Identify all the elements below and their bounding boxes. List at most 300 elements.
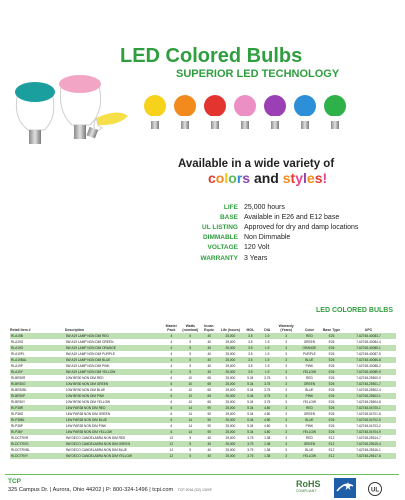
tagline-word-colors: colors [208,170,251,186]
table-cell: RLBR30P [10,393,65,399]
table-cell: 5 [181,345,200,351]
table-cell: 10 [181,381,200,387]
table-cell: 25,000 [219,411,242,417]
table-cell: 7-62748-25504-8 [341,399,396,405]
column-header: Warranty (Years) [278,324,294,332]
table-cell: 25,000 [219,405,242,411]
spec-value: Non Dimmable [244,234,291,242]
table-cell: 25,000 [219,441,242,447]
purple-a19-bulb [264,95,286,129]
table-cell: 7-62748-04701-8 [341,411,396,417]
table-cell: 3 [276,411,297,417]
table-cell: 3.5 [242,369,259,375]
table-cell: 25,000 [219,435,242,441]
table-cell: 5 [181,333,200,339]
table-cell: 3 [276,435,297,441]
table-cell: 3 [276,399,297,405]
table-cell: 14 [181,411,200,417]
table-cell: 25,000 [219,417,242,423]
table-cell: 90 [200,405,219,411]
table-cell: 3.75 [259,387,276,393]
spec-row [150,233,358,243]
spec-label: WARRANTY [200,254,238,262]
table-cell: 4 [162,345,181,351]
table-cell: 7-62748-04700-1 [341,405,396,411]
table-cell: 6 [162,417,181,423]
specs-list [150,202,358,263]
table-cell: 4.80 [259,405,276,411]
table-cell: 5.34 [242,381,259,387]
spec-row [150,253,358,263]
table-cell: YELLOW [297,369,322,375]
table-cell: 12 [162,453,181,459]
table-cell: 40 [200,339,219,345]
table-cell: 6 [162,387,181,393]
table-cell: 3 [276,345,297,351]
spec-row [150,212,358,222]
table-cell: 6 [162,429,181,435]
column-header: Color [304,328,314,332]
table-cell: 3 [276,417,297,423]
blue-a19-bulb [294,95,316,129]
table-cell: 5.34 [242,429,259,435]
table-cell: 4 [162,357,181,363]
orange-a19-bulb [174,95,196,129]
table-cell: RED [297,405,322,411]
table-cell: RED [297,435,322,441]
page-subtitle: SUPERIOR LED TECHNOLOGY [176,68,340,80]
table-section-title: LED COLORED BULBS [316,307,393,314]
table-cell: 10W BR30 NON DIM BLUE [65,387,162,393]
table-cell: 5.34 [242,375,259,381]
table-cell: 25,000 [219,399,242,405]
table-cell: 3 [276,423,297,429]
product-table [10,318,396,459]
table-cell: E26 [322,351,341,357]
table-cell: 3 [276,369,297,375]
column-header: DIA [264,328,271,332]
table-cell: 7-62748-25514-7 [341,435,396,441]
table-cell: 90 [200,417,219,423]
table-cell: PURPLE [297,351,322,357]
table-cell: 3.75 [259,393,276,399]
table-cell: 25,000 [219,351,242,357]
table-cell: 3 [276,381,297,387]
table-cell: 5W A19 LAMP NON DIM GREEN [65,339,162,345]
table-cell: 40 [200,357,219,363]
table-cell: 65 [200,399,219,405]
table-cell: PINK [297,363,322,369]
table-cell: 5W A19 LAMP NON DIM YELLOW [65,369,162,375]
table-cell: 4.80 [259,423,276,429]
table-cell: 7-62748-25500-0 [341,375,396,381]
table-cell: 3.5 [242,339,259,345]
table-cell: RLA19P [10,363,65,369]
table-cell: E26 [322,393,341,399]
table-cell: 1.9 [259,357,276,363]
table-cell: 3.75 [242,441,259,447]
spec-value: 3 Years [244,254,268,262]
page-title: LED Colored Bulbs [120,45,303,67]
table-cell: 10W BR30 NON DIM GREEN [65,381,162,387]
table-cell: 5.34 [242,423,259,429]
table-cell: E12 [322,435,341,441]
table-cell: 3 [276,375,297,381]
table-cell: 14W PAR38 NON DIM RED [65,405,162,411]
table-cell: 7-62748-25515-4 [341,441,396,447]
table-cell: 25,000 [219,357,242,363]
table-cell: 5.34 [242,417,259,423]
energy-star-icon [334,478,356,498]
tagline-word-and: and [250,170,283,186]
ul-text: UL [371,487,379,494]
table-cell: 3 [276,387,297,393]
table-cell: 25,000 [219,387,242,393]
column-header: MOL [246,328,255,332]
table-cell: RLBR30G [10,381,65,387]
table-cell: 3.75 [242,447,259,453]
table-cell: RLP38P [10,423,65,429]
table-cell: 5W A19 LAMP NON DIM RED [65,333,162,339]
table-cell: 4 [162,339,181,345]
table-cell: 5 [181,351,200,357]
table-cell: 4.80 [259,417,276,423]
table-cell: 14W PAR38 NON DIM YELLOW [65,429,162,435]
table-cell: 25,000 [219,339,242,345]
table-cell: 3 [276,429,297,435]
table-cell: RED [297,375,322,381]
table-cell: 65 [200,381,219,387]
table-cell: 3 [276,357,297,363]
table-cell: GREEN [297,441,322,447]
table-cell: E26 [322,411,341,417]
table-cell: 1.9 [259,345,276,351]
table-cell: 3 [276,441,297,447]
table-cell: 25,000 [219,333,242,339]
doc-code: TCP 2016 (S2) 1320F [177,488,212,492]
table-cell: 4 [162,363,181,369]
table-cell: BLUE [297,417,322,423]
table-cell: RLDCTRVBL [10,447,65,453]
table-cell: 10W BR30 NON DIM PINK [65,393,162,399]
table-cell: 3 [276,339,297,345]
spec-label: LIFE [223,203,238,211]
table-cell: RLA19B [10,333,65,339]
table-cell: 25,000 [219,429,242,435]
table-cell: 5W DECO CANDELABRA NON DIM BLUE [65,447,162,453]
table-cell: 4.80 [259,411,276,417]
table-cell: 25,000 [219,423,242,429]
table-cell: 90 [200,423,219,429]
table-cell: RLA19Y [10,369,65,375]
table-cell: 1.38 [259,447,276,453]
table-cell: 14 [181,423,200,429]
table-cell: PINK [297,423,322,429]
table-cell: RLDCTRVG [10,441,65,447]
table-cell: 5 [181,357,200,363]
table-header-row [10,318,396,333]
table-cell: 3.75 [259,399,276,405]
table-cell: E26 [322,423,341,429]
table-cell: 1.38 [259,435,276,441]
rohs-text: RoHS [296,479,321,489]
column-header: Incan. Equiv. [204,324,215,332]
table-cell: 7-62748-04703-2 [341,423,396,429]
spec-value: 25,000 hours [244,203,285,211]
table-cell: 1.38 [259,453,276,459]
table-cell: 3.5 [242,351,259,357]
table-cell: E26 [322,405,341,411]
table-cell: 6 [162,405,181,411]
table-cell: 7-62748-40087-5 [341,351,396,357]
table-cell: 3 [276,447,297,453]
table-cell: RLA19G [10,339,65,345]
tagline-word-styles: styles! [282,170,328,186]
table-cell: 10W BR30 NON DIM YELLOW [65,399,162,405]
table-cell: 7-62748-25517-8 [341,453,396,459]
company-name: TCP [8,478,21,485]
table-cell: 25,000 [219,453,242,459]
table-cell: E12 [322,453,341,459]
table-cell: 25,000 [219,393,242,399]
table-cell: 40 [200,369,219,375]
table-cell: 4.80 [259,429,276,435]
spec-label: BASE [219,213,238,221]
table-cell: 14 [181,417,200,423]
table-cell: RLDCTRVY [10,453,65,459]
table-cell: 25,000 [219,381,242,387]
table-cell: 4 [162,351,181,357]
table-cell: 3.5 [242,363,259,369]
spec-value: Approved for dry and damp locations [244,223,359,231]
spec-label: VOLTAGE [207,244,238,252]
spec-value: Available in E26 and E12 base [244,213,340,221]
table-cell: 3 [276,333,297,339]
table-cell: E26 [322,381,341,387]
table-cell: 5 [181,369,200,375]
yellow-a19-bulb [144,95,166,129]
table-cell: 14 [181,405,200,411]
table-cell: 7-62748-40086-8 [341,357,396,363]
table-cell: 5.34 [242,393,259,399]
column-header: Retail Item # [10,328,31,332]
table-cell: 7-62748-04702-5 [341,417,396,423]
table-cell: 40 [200,441,219,447]
table-cell: 1.9 [259,351,276,357]
table-cell: 3 [276,351,297,357]
table-cell: 12 [162,441,181,447]
table-cell: 5W A19 LAMP NON DIM ORANGE [65,345,162,351]
column-header: UPC [364,328,373,332]
column-header: Base Type [322,328,341,332]
table-cell: 90 [200,411,219,417]
spec-value: 120 Volt [244,244,270,252]
spec-label: UL LISTING [202,223,238,231]
spec-row [150,202,358,212]
table-cell: 3.75 [242,453,259,459]
table-cell: 1.9 [259,339,276,345]
table-cell: 3.75 [259,375,276,381]
table-cell: 7-62748-25501-7 [341,381,396,387]
table-cell: 5 [181,339,200,345]
table-cell: RLP38Y [10,429,65,435]
table-cell: YELLOW [297,453,322,459]
table-cell: E26 [322,345,341,351]
table-cell: 3.5 [242,333,259,339]
table-cell: 25,000 [219,447,242,453]
rohs-subtext: COMPLIANT [296,489,317,493]
table-cell: 40 [200,333,219,339]
red-a19-bulb [204,95,226,129]
table-cell: 3.5 [242,345,259,351]
table-cell: RLP38R [10,405,65,411]
table-cell: RLP38BL [10,417,65,423]
table-cell: 5W DECO CANDELABRA NON DIM GREEN [65,441,162,447]
table-cell: 12 [162,435,181,441]
table-cell: 7-62748-25503-1 [341,393,396,399]
table-cell: RLBR30R [10,375,65,381]
table-cell: 5 [181,435,200,441]
table-cell: BLUE [297,447,322,453]
table-cell: 14W PAR38 NON DIM GREEN [65,411,162,417]
rohs-logo [296,480,326,496]
table-cell: BLUE [297,357,322,363]
table-cell: 5W A19 LAMP NON DIM BLUE [65,357,162,363]
table-cell: 40 [200,351,219,357]
table-cell: 3.5 [242,357,259,363]
table-cell: E26 [322,375,341,381]
table-cell: 40 [200,453,219,459]
table-cell: E26 [322,399,341,405]
table-cell: E26 [322,339,341,345]
table-cell: 4 [162,369,181,375]
tagline-line2 [208,170,327,186]
table-cell: 40 [200,435,219,441]
table-cell: ORANGE [297,345,322,351]
tagline-line1: Available in a wide variety of [178,158,335,170]
table-cell: 7-62748-40085-1 [341,345,396,351]
table-cell: 12 [162,447,181,453]
table-cell: 3 [276,453,297,459]
table-cell: 5 [181,441,200,447]
pink-a19-bulb [234,95,256,129]
table-cell: E26 [322,357,341,363]
table-cell: E26 [322,387,341,393]
table-cell: RLA19BAL [10,357,65,363]
table-cell: GREEN [297,339,322,345]
table-cell: YELLOW [297,429,322,435]
table-cell: 14W PAR38 NON DIM BLUE [65,417,162,423]
column-header: Description [64,328,85,332]
table-cell: 10 [181,393,200,399]
table-cell: 1.9 [259,333,276,339]
table-cell: 7-62748-40089-9 [341,369,396,375]
table-cell: 5.34 [242,399,259,405]
bulbs-illustration [0,70,405,160]
table-cell: 5W DECO CANDELABRA NON DIM RED [65,435,162,441]
table-cell: 25,000 [219,363,242,369]
table-cell: 14W PAR38 NON DIM PINK [65,423,162,429]
table-cell: E26 [322,369,341,375]
table-cell: 6 [162,399,181,405]
table-cell: E12 [322,447,341,453]
table-cell: RLA19O [10,345,65,351]
table-cell: 4 [162,333,181,339]
table-cell: 5 [181,363,200,369]
column-header: Watts (nominal) [182,324,199,332]
table-cell: 1.9 [259,363,276,369]
company-address [8,487,212,493]
table-cell: RLP38G [10,411,65,417]
table-cell: 25,000 [219,369,242,375]
table-row [10,453,396,459]
table-cell: 65 [200,387,219,393]
table-cell: 3.75 [242,435,259,441]
teal-par-bulb [15,82,55,144]
table-cell: E26 [322,429,341,435]
table-cell: 7-62748-25502-4 [341,387,396,393]
table-cell: RLDCTRVR [10,435,65,441]
table-cell: RED [297,333,322,339]
column-header: Master Pack [165,324,177,332]
column-header: Life (hours) [220,328,240,332]
table-cell: 3.75 [259,381,276,387]
spec-row [150,243,358,253]
table-cell: 5W DECO CANDELABRA NON DIM YELLOW [65,453,162,459]
table-cell: 65 [200,393,219,399]
table-cell: 10 [181,375,200,381]
table-cell: RLA19PL [10,351,65,357]
table-cell: 5 [181,453,200,459]
table-cell: 3 [276,363,297,369]
table-cell: 5 [181,447,200,453]
spec-row [150,222,358,232]
table-cell: 10 [181,387,200,393]
table-cell: 5W A19 LAMP NON DIM PURPLE [65,351,162,357]
table-cell: 3 [276,393,297,399]
table-cell: 1.9 [259,369,276,375]
ul-listed-icon [362,482,388,496]
table-cell: YELLOW [297,399,322,405]
table-cell: 25,000 [219,345,242,351]
table-cell: 90 [200,429,219,435]
table-cell: 1.38 [259,441,276,447]
table-cell: 5.34 [242,405,259,411]
table-cell: 10 [181,399,200,405]
table-cell: 7-62748-40088-2 [341,363,396,369]
table-cell: 3 [276,405,297,411]
table-cell: BLUE [297,387,322,393]
table-cell: GREEN [297,411,322,417]
table-cell: 7-62748-04704-9 [341,429,396,435]
table-cell: 6 [162,381,181,387]
table-cell: 6 [162,393,181,399]
table-cell: E26 [322,417,341,423]
table-cell: 40 [200,447,219,453]
spec-label: DIMMABLE [202,234,238,242]
table-cell: PINK [297,393,322,399]
table-cell: 6 [162,375,181,381]
table-cell: 25,000 [219,375,242,381]
table-cell: 40 [200,345,219,351]
table-cell: RLBR30BL [10,387,65,393]
table-cell: E12 [322,441,341,447]
table-body [10,333,396,459]
table-cell: 6 [162,411,181,417]
table-cell: E26 [322,363,341,369]
footer-divider [5,474,399,475]
table-cell: 14 [181,429,200,435]
